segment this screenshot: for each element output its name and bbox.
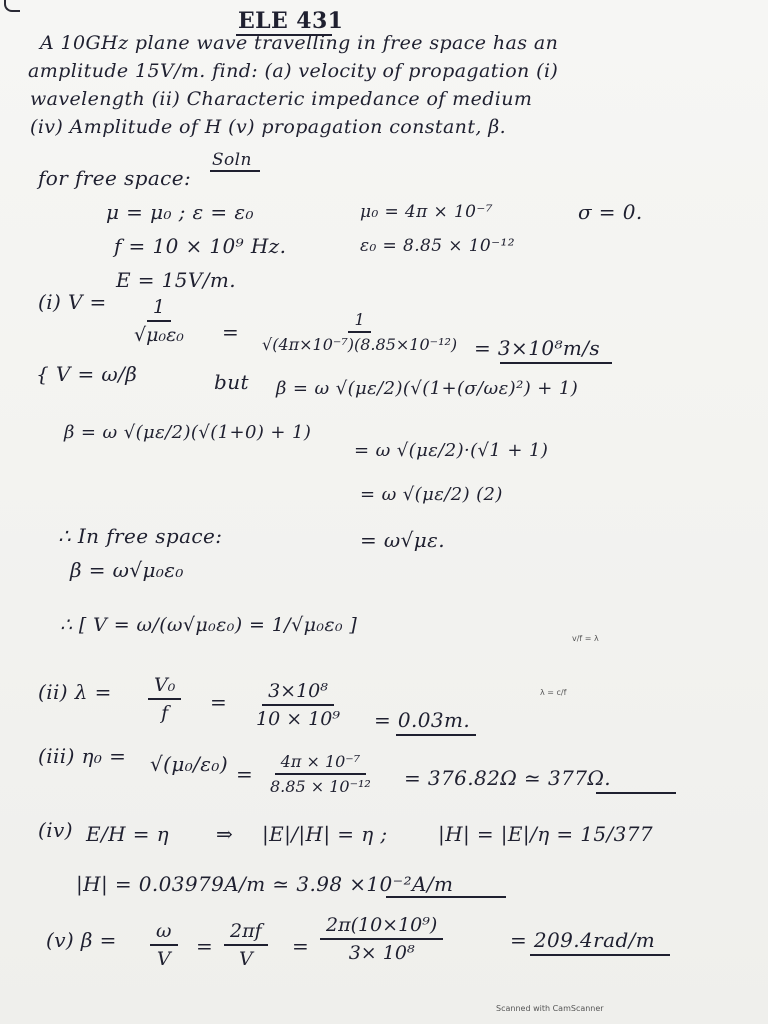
beta-step-1b: = ω √(με/2)·(√1 + 1) — [354, 440, 549, 461]
v-den2: √(4π×10⁻⁷)(8.85×10⁻¹²) — [262, 335, 458, 354]
in-free-space: ∴ In free space: — [58, 524, 223, 548]
question-line-1: A 10GHz plane wave travelling in free space has an — [40, 32, 559, 54]
eta-result: = 376.82Ω ≃ 377Ω. — [404, 766, 612, 790]
v-result: = 3×10⁸m/s — [474, 336, 601, 360]
beta-result-underline — [530, 954, 670, 956]
free-space-heading: for free space: — [38, 166, 192, 190]
eta-equals: = — [236, 762, 254, 786]
beta-num: ω — [150, 920, 178, 946]
beta-step-2: = ω √(με/2) (2) — [360, 484, 503, 505]
corner-mark — [4, 0, 20, 12]
beta-num3: 2π(10×10⁹) — [320, 914, 443, 940]
beta-num2: 2πf — [224, 920, 268, 946]
E-amplitude: E = 15V/m. — [116, 268, 237, 292]
soln-underline — [210, 170, 260, 172]
lambda-underline — [396, 734, 476, 736]
lambda-fraction-1 — [148, 674, 181, 724]
beta-fraction-3 — [320, 914, 443, 964]
lambda-result: = 0.03m. — [374, 708, 471, 732]
sigma-eq: σ = 0. — [578, 200, 643, 224]
part-v-label: (v) β = — [46, 928, 117, 952]
eps0-value: ε₀ = 8.85 × 10⁻¹² — [360, 236, 515, 256]
lambda-fraction-2 — [250, 680, 346, 730]
freq-eq: f = 10 × 10⁹ Hz. — [114, 234, 287, 258]
iv-H-expr: |H| = |E|/η = 15/377 — [438, 822, 654, 846]
margin-note-2: λ = c/f — [540, 688, 567, 697]
part-iii-label: (iii) η₀ = — [38, 744, 127, 768]
v-fraction-1 — [128, 296, 190, 346]
mu-eps-eq: μ = μ₀ ; ε = ε₀ — [106, 200, 254, 224]
beta-den: V — [156, 948, 171, 970]
mu0-value: μ₀ = 4π × 10⁻⁷ — [360, 202, 493, 222]
v-den: √μ₀ε₀ — [134, 324, 184, 346]
beta-result: = 209.4rad/m — [510, 928, 656, 952]
course-title: ELE 431 — [238, 8, 344, 34]
beta-den2: V — [238, 948, 253, 970]
beta-equals-2: = — [292, 934, 310, 958]
lambda-den2: 10 × 10⁹ — [256, 708, 340, 730]
beta-general: β = ω √(με/2)(√(1+(σ/ωε)²) + 1) — [276, 378, 579, 399]
scanner-footer: Scanned with CamScanner — [496, 1004, 604, 1013]
H-result: |H| = 0.03979A/m ≃ 3.98 ×10⁻²A/m — [76, 872, 454, 896]
eta-den: 8.85 × 10⁻¹² — [270, 777, 371, 796]
part-i-label: (i) V = — [38, 290, 107, 314]
beta-den3: 3× 10⁸ — [348, 942, 415, 964]
beta-equals-1: = — [196, 934, 214, 958]
eta-underline — [596, 792, 676, 794]
iv-e-over-h: E/H = η — [86, 822, 170, 846]
question-line-2: amplitude 15V/m. find: (a) velocity of propagation (i) — [28, 60, 559, 82]
part-iv-label: (iv) — [38, 818, 73, 842]
eta-fraction — [264, 752, 377, 796]
question-line-4: (iv) Amplitude of H (v) propagation constant, β. — [30, 116, 507, 138]
lambda-num: V₀ — [148, 674, 181, 700]
iv-abs-ratio: |E|/|H| = η ; — [262, 822, 388, 846]
v-equals: = — [222, 320, 240, 344]
lambda-equals: = — [210, 690, 228, 714]
eta-sqrt: √(μ₀/ε₀) — [150, 752, 229, 776]
but-word: but — [214, 370, 249, 394]
beta-fraction-2 — [224, 920, 268, 970]
v-num: 1 — [147, 296, 171, 322]
beta-step-1: β = ω √(με/2)(√(1+0) + 1) — [64, 422, 312, 443]
question-line-3: wavelength (ii) Characteric impedance of medium — [30, 88, 533, 110]
lambda-num2: 3×10⁸ — [262, 680, 334, 706]
margin-note-1: v/f = λ — [572, 634, 599, 643]
iv-implies: ⇒ — [216, 822, 234, 846]
v-num2: 1 — [348, 310, 370, 333]
beta-fraction-1 — [150, 920, 178, 970]
lambda-den: f — [161, 702, 169, 724]
v-result-underline — [500, 362, 612, 364]
therefore-v: ∴ [ V = ω/(ω√μ₀ε₀) = 1/√μ₀ε₀ ] — [60, 614, 358, 636]
v-fraction-2 — [256, 310, 463, 354]
v-alt: { V = ω/β — [36, 362, 138, 386]
beta-mu0-eps0: β = ω√μ₀ε₀ — [70, 558, 184, 582]
beta-free: = ω√με. — [360, 528, 446, 552]
H-result-underline — [386, 896, 506, 898]
part-ii-label: (ii) λ = — [38, 680, 112, 704]
soln-label: Soln — [212, 150, 252, 170]
eta-num: 4π × 10⁻⁷ — [275, 752, 367, 775]
